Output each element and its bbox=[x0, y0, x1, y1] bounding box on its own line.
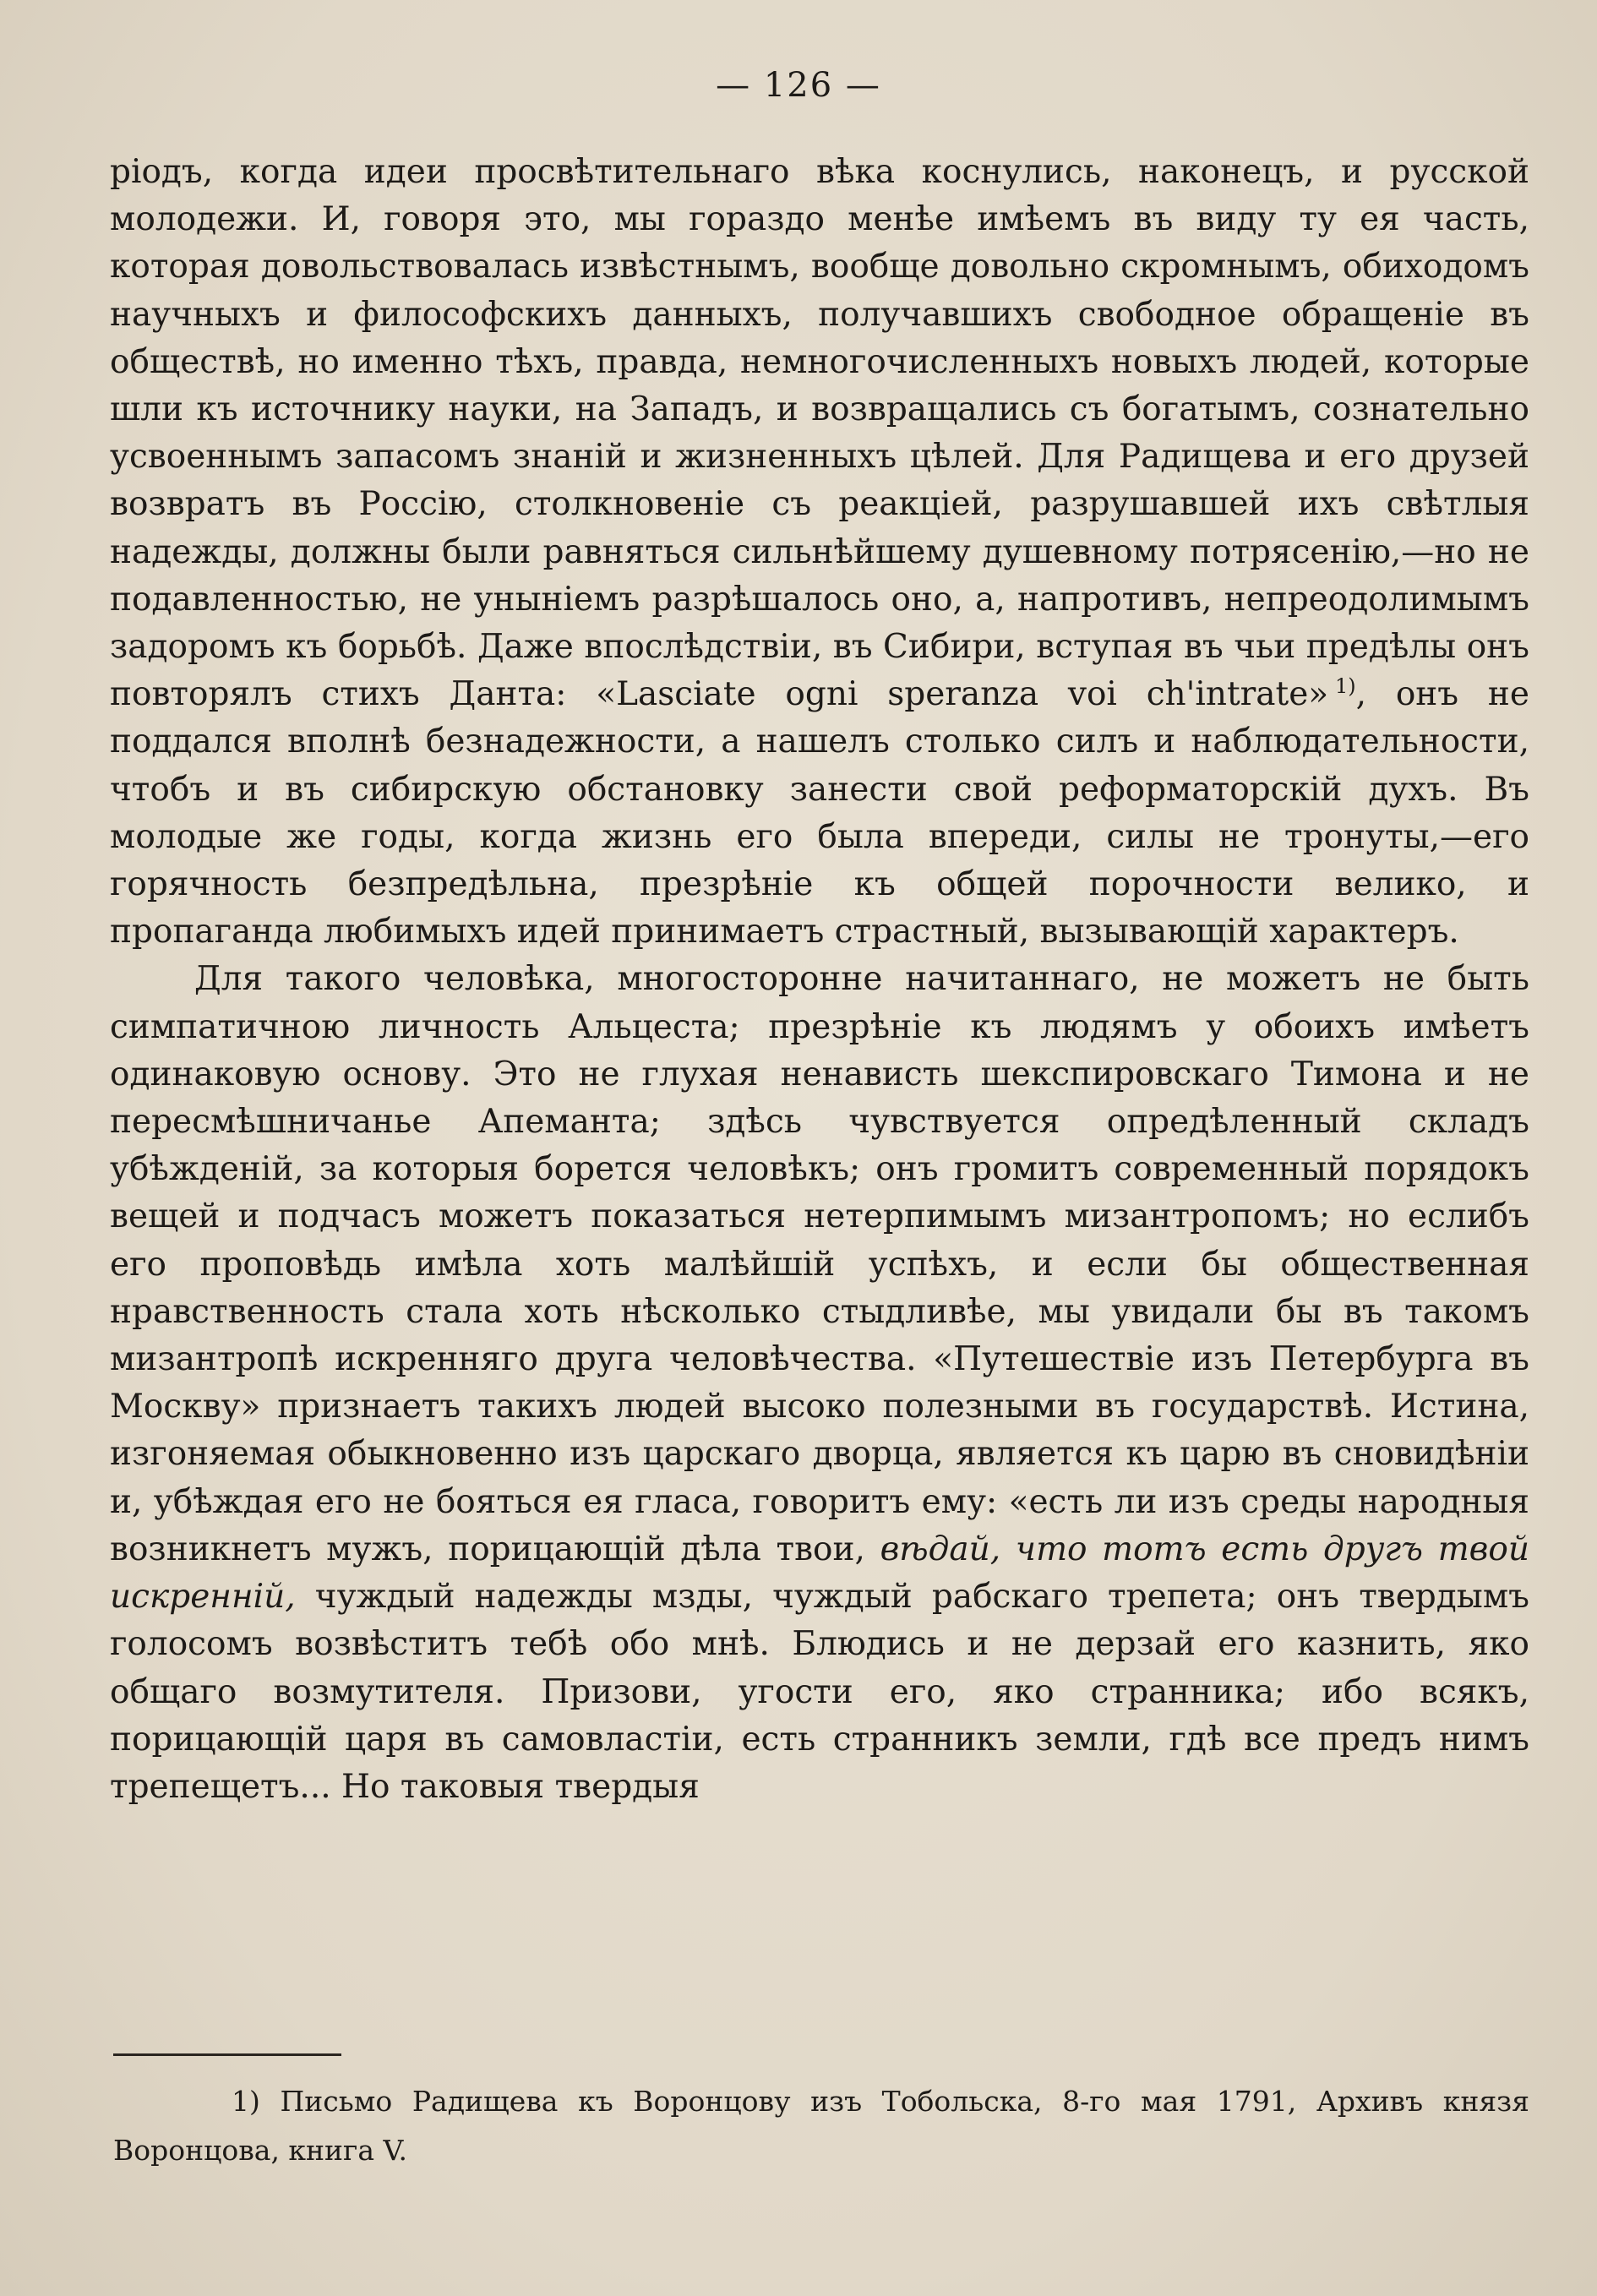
page-number: — 126 — bbox=[716, 66, 881, 105]
footnote: 1) Письмо Радищева къ Воронцову изъ Тобольска, 8-го мая 1791, Архивъ князя Воронцова, книга V. bbox=[113, 2085, 1529, 2167]
paragraph-1-tail: , онъ не поддался вполнѣ безнадежности, а нашелъ столько силъ и наблюдательности, чтобъ и въ сибирскую обстановку занести свой реформаторскій духъ. Въ молодые же годы, когда жизнь его была впереди, силы не тронуты,—его горячность безпредѣльна, презрѣніе къ общей порочности велико, и пропаганда любимыхъ идей принимаетъ страстный, вызывающій характеръ. bbox=[110, 675, 1529, 952]
footnote-reference: 1) bbox=[1334, 674, 1356, 699]
paragraph-1-text: ріодъ, когда идеи просвѣтительнаго вѣка коснулись, наконецъ, и русской молодежи. И, говоря это, мы гораздо менѣе имѣемъ въ виду ту ея часть, которая довольствовалась извѣстнымъ, вообще довольно скромнымъ, обиходомъ научныхъ и философскихъ данныхъ, получавшихъ свободное обращеніе въ обществѣ, но именно тѣхъ, правда, немногочисленныхъ новыхъ людей, которые шли къ источнику науки, на Западъ, и возвращались съ богатымъ, сознательно усвоеннымъ запасомъ знаній и жизненныхъ цѣлей. Для Радищева и его друзей возвратъ въ Россію, столкновеніе съ реакціей, разрушавшей ихъ свѣтлыя надежды, должны были равняться сильнѣйшему душевному потрясенію,—но не подавленностью, не уныніемъ разрѣшалось оно, а, напротивъ, непреодолимымъ задоромъ къ борьбѣ. Даже впослѣдствіи, въ Сибири, вступая въ чьи предѣлы онъ повторялъ стихъ Данта: «Lasciate ogni speranza voi ch'intrate» bbox=[110, 153, 1529, 714]
footnote-divider bbox=[113, 2053, 341, 2056]
paragraph-2 bbox=[110, 956, 1529, 1811]
paragraph-2-end: чуждый надежды мзды, чуждый рабскаго трепета; онъ твердымъ голосомъ возвѣститъ тебѣ обо мнѣ. Блюдись и не дерзай его казнить, яко общаго возмутителя. Призови, угости его, яко странника; ибо всякъ, порицающій царя въ самовластіи, есть странникъ земли, гдѣ все предъ нимъ трепещетъ... Но таковыя твердыя bbox=[110, 1578, 1529, 1806]
paragraph-2-text: Для такого человѣка, многосторонне начитаннаго, не можетъ не быть симпатичною личность Альцеста; презрѣніе къ людямъ у обоихъ имѣетъ одинаковую основу. Это не глухая ненависть шекспировскаго Тимона и не пересмѣшничанье Апеманта; здѣсь чувствуется опредѣленный складъ убѣжденій, за которыя борется человѣкъ; онъ громитъ современный порядокъ вещей и подчасъ можетъ показаться нетерпимымъ мизантропомъ; но еслибъ его проповѣдь имѣла хоть малѣйшій успѣхъ, и если бы общественная нравственность стала хоть нѣсколько стыдливѣе, мы увидали бы въ такомъ мизантропѣ искренняго друга человѣчества. «Путешествіе изъ Петербурга въ Москву» признаетъ такихъ людей высоко полезными въ государствѣ. Истина, изгоняемая обыкновенно изъ царскаго дворца, является къ царю въ сновидѣніи и, убѣждая его не бояться ея гласа, говоритъ ему: «есть ли изъ среды народныя возникнетъ мужъ, порицающій дѣла твои, bbox=[110, 960, 1529, 1568]
paragraph-2-italic: вѣдай, что тотъ есть другъ твой искренній, bbox=[110, 1530, 1529, 1617]
paragraph-1 bbox=[110, 149, 1529, 956]
main-text bbox=[110, 149, 1529, 1811]
